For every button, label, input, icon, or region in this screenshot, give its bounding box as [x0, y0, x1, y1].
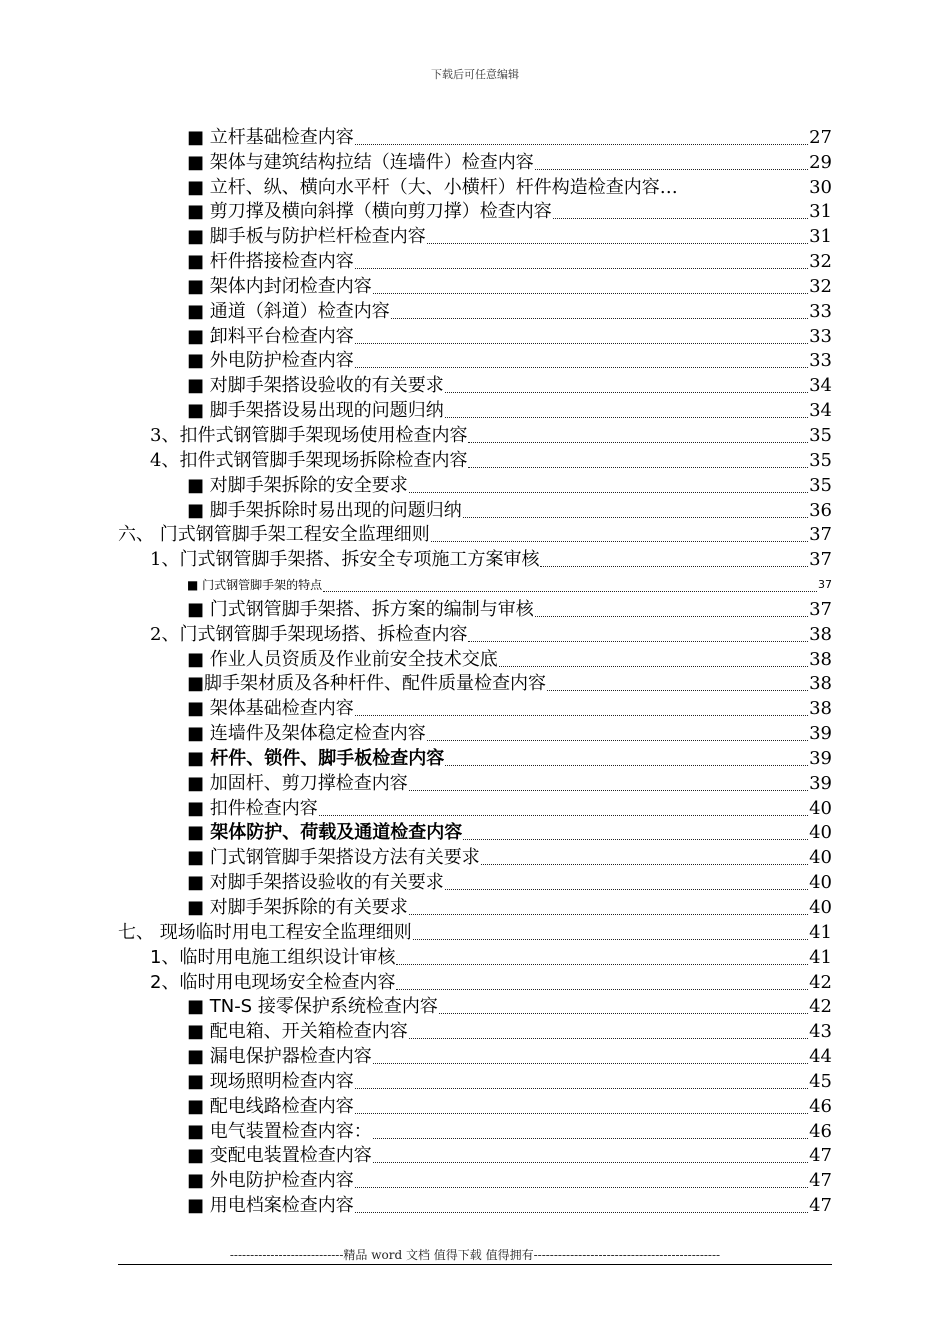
toc-entry-page: 37 — [818, 578, 832, 592]
toc-leader-dots — [535, 615, 808, 617]
toc-entry-title: ■ 脚手架搭设易出现的问题归纳 — [187, 400, 444, 422]
toc-entry-title: 七、 现场临时用电工程安全监理细则 — [118, 921, 412, 943]
toc-entry-title: ■ 脚手架拆除时易出现的问题归纳 — [187, 499, 462, 521]
toc-entry-page: 41 — [809, 921, 832, 943]
toc-leader-dots — [535, 168, 808, 170]
toc-leader-dots — [319, 814, 808, 816]
toc-entry-title: ■ 配电线路检查内容 — [187, 1095, 354, 1117]
toc-entry-page: 38 — [809, 648, 832, 670]
toc-leader-dots — [355, 366, 808, 368]
toc-entry[interactable] — [0, 1093, 950, 1118]
toc-entry-title: ■ 脚手板与防护栏杆检查内容 — [187, 226, 426, 248]
toc-leader-dots — [439, 1012, 808, 1014]
toc-entry-page: 37 — [809, 524, 832, 546]
toc-entry-title: ■ 杆件搭接检查内容 — [187, 251, 354, 273]
toc-leader-dots — [431, 540, 808, 542]
toc-leader-dots — [409, 913, 808, 915]
toc-entry-page: 32 — [809, 275, 832, 297]
toc-entry-title: ■ TN-S 接零保护系统检查内容 — [187, 996, 438, 1018]
toc-entry-title: ■ 卸料平台检查内容 — [187, 325, 354, 347]
toc-entry[interactable] — [0, 397, 950, 422]
toc-entry-title: ■ 加固杆、剪刀撑检查内容 — [187, 772, 408, 794]
toc-entry[interactable] — [0, 646, 950, 671]
toc-entry[interactable] — [0, 298, 950, 323]
toc-entry-title: ■ 变配电装置检查内容 — [187, 1145, 372, 1167]
toc-entry[interactable] — [0, 124, 950, 149]
toc-entry-title: 4、扣件式钢管脚手架现场拆除检查内容 — [150, 449, 468, 471]
toc-entry[interactable] — [0, 720, 950, 745]
toc-entry[interactable] — [0, 869, 950, 894]
toc-entry-title: 2、临时用电现场安全检查内容 — [150, 971, 396, 993]
toc-entry-title: ■ 配电箱、开关箱检查内容 — [187, 1021, 408, 1043]
toc-entry[interactable] — [0, 372, 950, 397]
toc-leader-dots — [445, 391, 808, 393]
page-footer: ----------------------------精品 word 文档 值得下载 值得拥有---------------------------------------------- — [229, 1248, 721, 1262]
toc-leader-dots — [355, 1112, 808, 1114]
toc-entry-page: 46 — [809, 1095, 832, 1117]
toc-entry-page: 38 — [809, 623, 832, 645]
toc-entry-title: ■ 立杆基础检查内容 — [187, 126, 354, 148]
toc-entry[interactable] — [0, 844, 950, 869]
toc-entry-page: 40 — [809, 847, 832, 869]
toc-entry[interactable] — [0, 969, 950, 994]
toc-entry-title: ■ 门式钢管脚手架的特点 — [187, 578, 323, 593]
toc-leader-dots — [355, 714, 808, 716]
toc-entry[interactable] — [0, 447, 950, 472]
toc-leader-dots — [409, 1037, 808, 1039]
toc-entry-title: ■ 对脚手架搭设验收的有关要求 — [187, 375, 444, 397]
toc-leader-dots — [355, 1087, 808, 1089]
toc-leader-dots — [468, 466, 808, 468]
table-of-contents — [0, 124, 950, 1217]
toc-entry-page: 39 — [809, 772, 832, 794]
toc-leader-dots — [355, 143, 808, 145]
toc-leader-dots — [445, 416, 808, 418]
toc-entry[interactable] — [0, 472, 950, 497]
toc-entry-title: ■ 对脚手架拆除的安全要求 — [187, 474, 408, 496]
toc-entry[interactable] — [0, 671, 950, 696]
toc-entry-page: 33 — [809, 300, 832, 322]
toc-entry-title: ■ 架体内封闭检查内容 — [187, 275, 372, 297]
toc-entry-title: ■ 架体防护、荷载及通道检查内容 — [187, 822, 463, 844]
toc-entry[interactable] — [0, 546, 950, 571]
toc-entry[interactable] — [0, 1167, 950, 1192]
toc-entry[interactable] — [0, 199, 950, 224]
toc-entry-title: 1、临时用电施工组织设计审核 — [150, 946, 396, 968]
toc-entry-page: 33 — [809, 350, 832, 372]
toc-entry[interactable] — [0, 944, 950, 969]
toc-entry-title: ■ 连墙件及架体稳定检查内容 — [187, 723, 426, 745]
toc-entry-page: 35 — [809, 449, 832, 471]
toc-entry-page: 47 — [809, 1145, 832, 1167]
toc-entry[interactable] — [0, 422, 950, 447]
toc-entry[interactable] — [0, 323, 950, 348]
toc-entry-page: 38 — [809, 673, 832, 695]
toc-entry-title: ■脚手架材质及各种杆件、配件质量检查内容 — [187, 673, 547, 695]
toc-entry-page: 34 — [809, 375, 832, 397]
toc-leader-dots — [396, 988, 808, 990]
toc-entry-page: 34 — [809, 400, 832, 422]
toc-entry[interactable] — [0, 1018, 950, 1043]
toc-entry[interactable] — [0, 894, 950, 919]
toc-leader-dots — [499, 665, 808, 667]
toc-leader-dots — [468, 441, 808, 443]
toc-leader-dots — [355, 1211, 808, 1213]
toc-entry-title: ■ 对脚手架搭设验收的有关要求 — [187, 872, 444, 894]
toc-entry-title: ■ 门式钢管脚手架搭设方法有关要求 — [187, 847, 480, 869]
toc-entry[interactable] — [0, 1143, 950, 1168]
toc-entry[interactable] — [0, 273, 950, 298]
toc-entry-page: 47 — [809, 1195, 832, 1217]
toc-entry-title: ■ 外电防护检查内容 — [187, 350, 354, 372]
toc-entry-title: ■ 现场照明检查内容 — [187, 1070, 354, 1092]
toc-entry-title: ■ 漏电保护器检查内容 — [187, 1046, 372, 1068]
toc-leader-dots — [427, 739, 808, 741]
toc-entry-title: ■ 外电防护检查内容 — [187, 1170, 354, 1192]
toc-entry-page: 47 — [809, 1170, 832, 1192]
toc-leader-dots — [468, 640, 808, 642]
toc-leader-dots — [373, 1161, 808, 1163]
toc-entry-title: ■ 立杆、纵、横向水平杆（大、小横杆）杆件构造检查内容… — [187, 176, 678, 198]
toc-entry-page: 45 — [809, 1070, 832, 1092]
toc-leader-dots — [547, 689, 808, 691]
toc-entry-page: 30 — [809, 176, 832, 198]
toc-entry[interactable] — [0, 174, 950, 199]
toc-entry[interactable] — [0, 820, 950, 845]
toc-entry-page: 37 — [809, 598, 832, 620]
footer-rule — [118, 1264, 832, 1265]
toc-entry-title: ■ 扣件检查内容 — [187, 797, 318, 819]
toc-entry-page: 33 — [809, 325, 832, 347]
toc-leader-dots — [481, 863, 808, 865]
toc-entry-title: ■ 架体与建筑结构拉结（连墙件）检查内容 — [187, 151, 534, 173]
toc-entry[interactable] — [0, 695, 950, 720]
toc-leader-dots — [355, 342, 808, 344]
toc-leader-dots — [445, 888, 808, 890]
toc-entry-page: 31 — [809, 226, 832, 248]
toc-entry-page: 39 — [809, 747, 832, 769]
toc-leader-dots — [355, 267, 808, 269]
toc-entry-title: ■ 对脚手架拆除的有关要求 — [187, 897, 408, 918]
toc-entry-page: 35 — [809, 424, 832, 446]
toc-entry[interactable] — [0, 770, 950, 795]
toc-entry[interactable] — [0, 1192, 950, 1217]
toc-leader-dots — [409, 491, 808, 493]
toc-entry-page: 29 — [809, 151, 832, 173]
toc-entry[interactable] — [0, 348, 950, 373]
toc-leader-dots — [553, 217, 808, 219]
page-header: 下载后可任意编辑 — [431, 68, 519, 81]
toc-entry[interactable] — [0, 745, 950, 770]
toc-entry-title: 2、门式钢管脚手架现场搭、拆检查内容 — [150, 623, 468, 645]
toc-entry[interactable] — [0, 596, 950, 621]
toc-entry[interactable] — [0, 1043, 950, 1068]
toc-entry-title: ■ 通道（斜道）检查内容 — [187, 300, 390, 322]
toc-entry-page: 37 — [809, 549, 832, 571]
toc-leader-dots — [373, 1062, 808, 1064]
toc-entry-title: 1、门式钢管脚手架搭、拆安全专项施工方案审核 — [150, 549, 540, 571]
toc-leader-dots — [540, 565, 808, 567]
toc-leader-dots — [409, 789, 808, 791]
toc-entry-page: 42 — [809, 971, 832, 993]
toc-leader-dots — [463, 838, 808, 840]
toc-entry[interactable] — [0, 795, 950, 820]
toc-entry-page: 40 — [809, 872, 832, 894]
toc-entry-title: ■ 剪刀撑及横向斜撑（横向剪刀撑）检查内容 — [187, 201, 552, 223]
toc-entry-title: 3、扣件式钢管脚手架现场使用检查内容 — [150, 424, 468, 446]
toc-entry-title: 六、 门式钢管脚手架工程安全监理细则 — [118, 524, 430, 546]
toc-leader-dots — [427, 242, 808, 244]
toc-leader-dots — [413, 938, 808, 940]
toc-entry[interactable] — [0, 994, 950, 1019]
toc-leader-dots — [373, 1137, 808, 1139]
toc-entry[interactable] — [0, 223, 950, 248]
toc-entry-title: ■ 架体基础检查内容 — [187, 698, 354, 720]
toc-entry[interactable] — [0, 522, 950, 547]
toc-leader-dots — [445, 764, 808, 766]
toc-entry-page: 39 — [809, 723, 832, 745]
toc-entry-page: 42 — [809, 996, 832, 1018]
toc-leader-dots — [391, 317, 808, 319]
toc-entry-page: 35 — [809, 474, 832, 496]
toc-leader-dots — [463, 516, 808, 518]
toc-entry-page: 27 — [809, 126, 832, 148]
toc-entry-page: 40 — [809, 822, 832, 844]
toc-entry-page: 43 — [809, 1021, 832, 1043]
toc-entry-title: ■ 杆件、锁件、脚手板检查内容 — [187, 747, 445, 769]
toc-entry-page: 44 — [809, 1046, 832, 1068]
toc-entry-page: 41 — [809, 946, 832, 968]
toc-entry-page: 40 — [809, 797, 832, 819]
toc-leader-dots — [396, 963, 808, 965]
toc-entry[interactable] — [0, 919, 950, 944]
toc-entry-title: ■ 门式钢管脚手架搭、拆方案的编制与审核 — [187, 598, 534, 620]
toc-entry-title: ■ 用电档案检查内容 — [187, 1195, 354, 1217]
toc-entry-title: ■ 作业人员资质及作业前安全技术交底 — [187, 648, 498, 670]
toc-entry[interactable] — [0, 571, 950, 596]
toc-entry-title: ■ 电气装置检查内容： — [187, 1120, 372, 1142]
toc-entry[interactable] — [0, 1068, 950, 1093]
toc-entry[interactable] — [0, 149, 950, 174]
toc-leader-dots — [355, 1186, 808, 1188]
toc-entry-page: 36 — [809, 499, 832, 521]
toc-entry[interactable] — [0, 248, 950, 273]
toc-entry-page: 40 — [809, 897, 832, 918]
toc-entry-page: 31 — [809, 201, 832, 223]
toc-entry[interactable] — [0, 497, 950, 522]
toc-leader-dots — [323, 590, 817, 592]
toc-entry-page: 38 — [809, 698, 832, 720]
toc-entry[interactable] — [0, 1118, 950, 1143]
toc-entry[interactable] — [0, 621, 950, 646]
toc-entry-page: 46 — [809, 1120, 832, 1142]
toc-entry-page: 32 — [809, 251, 832, 273]
toc-leader-dots — [373, 292, 808, 294]
